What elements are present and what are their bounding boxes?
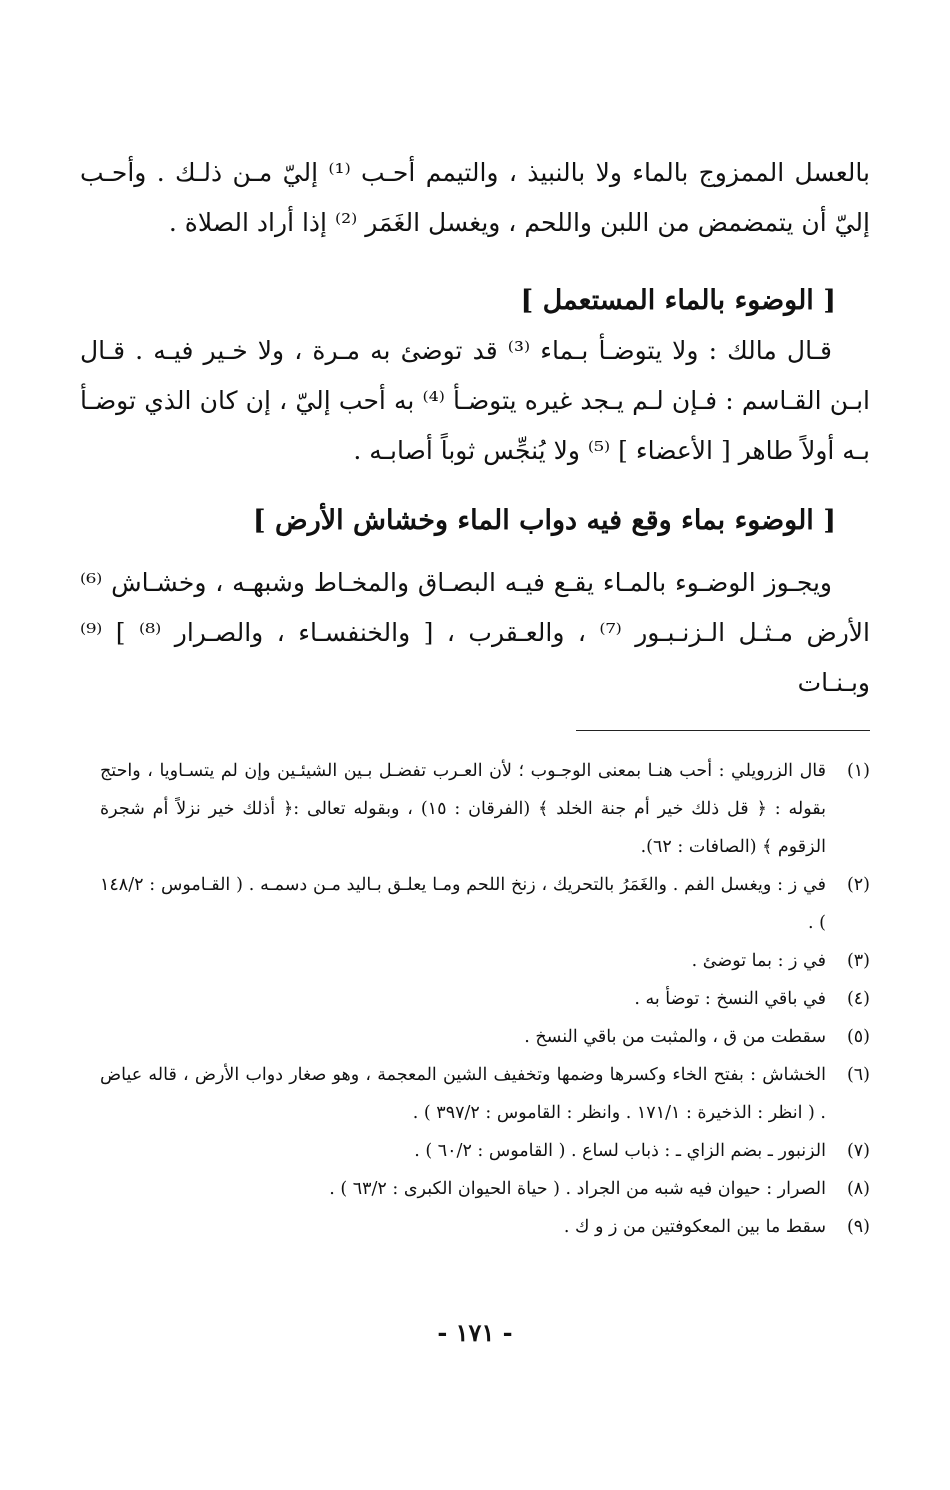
footnote-number: (٣) xyxy=(846,951,870,971)
paragraph-3: ويجـوز الوضـوء بالمـاء يقـع فيـه البصـاق والمخـاط وشبهـه ، وخشـاش ⁽⁶⁾ الأرض مـثـل الـزنـبـور ⁽⁷⁾ ، والعـقرب ، [ والخنفسـاء ، والصـرار ⁽⁸⁾ ] ⁽⁹⁾ وبـنـات xyxy=(80,568,870,697)
footnotes xyxy=(100,752,870,1246)
footnote-2 xyxy=(100,866,870,942)
footnote-number: (٧) xyxy=(846,1141,870,1161)
footnote-text: الزنبور ـ بضم الزاي ـ : ذباب لساع . ( القاموس : ٦٠/٢ ) . xyxy=(414,1141,826,1161)
paragraph-2: قـال مالك : ولا يتوضـأ بـماء ⁽³⁾ قد توضئ به مـرة ، ولا خـير فيـه . قـال ابـن القـاسم : فـإن لـم يـجد غيره يتوضـأ ⁽⁴⁾ به أحب إليّ ، إن كان الذي توضـأ بـه أولاً طاهر [ الأعضاء ] ⁽⁵⁾ ولا يُنجِّس ثوباً أصابـه . xyxy=(80,336,870,465)
footnote-1 xyxy=(100,752,870,866)
footnote-number: (٤) xyxy=(846,989,870,1009)
footnote-4 xyxy=(100,980,870,1018)
page-number: - ١٧١ - xyxy=(437,1318,513,1347)
footnote-number: (٢) xyxy=(846,875,870,895)
footnote-number: (٨) xyxy=(846,1179,870,1199)
footnote-text: في باقي النسخ : توضأ به . xyxy=(634,989,826,1009)
footnote-number: (٦) xyxy=(846,1065,870,1085)
footnote-text: الصرار : حيوان فيه شبه من الجراد . ( حياة الحيوان الكبرى : ٦٣/٢ ) . xyxy=(329,1179,826,1199)
footnote-text: سقط ما بين المعكوفتين من ز و ك . xyxy=(563,1217,826,1237)
footnote-7 xyxy=(100,1132,870,1170)
footnote-number: (٥) xyxy=(846,1027,870,1047)
footnote-5 xyxy=(100,1018,870,1056)
section-heading-used-water: [ الوضوء بالماء المستعمل ] xyxy=(520,285,836,316)
section-heading-water-creatures: [ الوضوء بماء وقع فيه دواب الماء وخشاش الأرض ] xyxy=(252,505,836,536)
footnote-text: سقطت من ق ، والمثبت من باقي النسخ . xyxy=(524,1027,826,1047)
footnote-separator xyxy=(576,730,870,731)
footnote-text: في ز : ويغسل الفم . والغَمَرُ بالتحريك ، زنخ اللحم ومـا يعلـق بـاليد مـن دسمـه . ( القـاموس : ١٤٨/٢ ) . xyxy=(100,875,826,933)
footnote-3 xyxy=(100,942,870,980)
footnote-text: الخشاش : بفتح الخاء وكسرها وضمها وتخفيف الشين المعجمة ، وهو صغار دواب الأرض ، قاله عياض . ( انظر : الذخيرة : ١٧١/١ . وانظر : القاموس : ٣٩٧/٢ ) . xyxy=(100,1065,826,1123)
footnote-text: قال الزرويلي : أحب هنـا بمعنى الوجـوب ؛ لأن العـرب تفضـل بـين الشيئـين وإن لم يتسـاويا ، واحتج بقوله : ﴿ قل ذلك خير أم جنة الخلد ﴾ (الفرقان : ١٥) ، وبقوله تعالى :﴿ أذلك خير نزلاً أم شجرة الزقوم ﴾ (الصافات : ٦٢). xyxy=(100,761,826,857)
main-text xyxy=(80,148,870,708)
footnote-9 xyxy=(100,1208,870,1246)
paragraph-1: بالعسل الممزوج بالماء ولا بالنبيذ ، والتيمم أحـب ⁽¹⁾ إليّ مـن ذلـك . وأحـب إليّ أن يتمضمض من اللبن واللحم ، ويغسل الغَمَر ⁽²⁾ إذا أراد الصلاة . xyxy=(80,158,870,237)
footnote-6 xyxy=(100,1056,870,1132)
footnote-number: (٩) xyxy=(846,1217,870,1237)
footnote-text: في ز : بما توضئ . xyxy=(691,951,826,971)
footnote-8 xyxy=(100,1170,870,1208)
footnote-number: (١) xyxy=(846,761,870,781)
